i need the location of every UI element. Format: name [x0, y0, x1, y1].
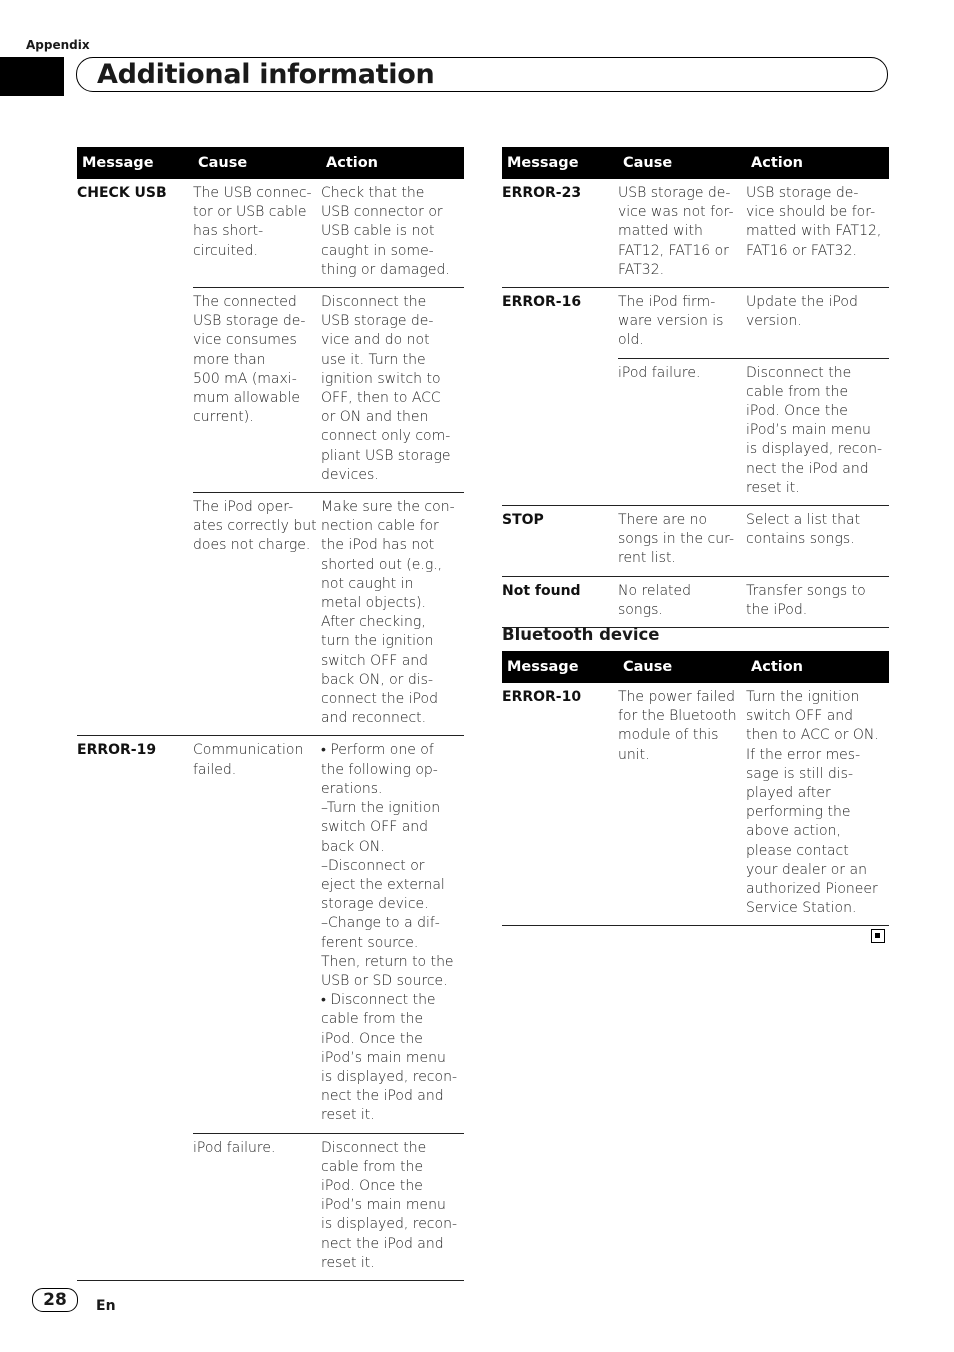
- table-row: [77, 1133, 464, 1280]
- table-row: [77, 493, 464, 736]
- right-message-table: [502, 147, 889, 628]
- table-row: [502, 576, 889, 627]
- table-header-row: [502, 651, 889, 683]
- bluetooth-message-table: [502, 651, 889, 926]
- left-message-table: [77, 147, 464, 1281]
- table-row: [502, 506, 889, 577]
- cause-cell: The USB connec- tor or USB cable has short- circuited.: [193, 185, 312, 259]
- header-cause: Cause: [193, 147, 321, 179]
- header-cause: Cause: [618, 651, 746, 683]
- action-cell: Select a list that contains songs.: [746, 506, 889, 577]
- header-cause: Cause: [618, 147, 746, 179]
- section-tab-marker: [0, 57, 64, 96]
- header-action: Action: [746, 651, 889, 683]
- cause-cell: The iPod oper- ates correctly but does not charge.: [193, 493, 321, 736]
- header-action: Action: [746, 147, 889, 179]
- cause-cell: USB storage de- vice was not for- matted with FAT12, FAT16 or FAT32.: [618, 185, 734, 278]
- message-cell: ERROR-16: [502, 288, 618, 359]
- message-cell: [77, 493, 193, 736]
- message-cell: [77, 288, 193, 493]
- action-cell: Update the iPod version.: [746, 288, 889, 359]
- table-row: [502, 179, 889, 288]
- cause-cell: The power failed for the Bluetooth module of this unit.: [618, 683, 746, 926]
- table-row: [502, 358, 889, 505]
- action-cell: USB storage de- vice should be for- matted with FAT12, FAT16 or FAT32.: [746, 185, 882, 259]
- header-message: Message: [502, 147, 618, 179]
- cause-cell: The iPod firm- ware version is old.: [618, 288, 746, 359]
- action-cell: Check that the USB connector or USB cable is not caught in some- thing or damaged.: [321, 185, 450, 278]
- action-cell: Disconnect the USB storage de- vice and do not use it. Turn the ignition switch to OFF, then to ACC or ON and then connect only com- pliant USB storage devices.: [321, 288, 464, 493]
- table-row: [502, 288, 889, 359]
- message-cell: CHECK USB: [77, 185, 167, 201]
- end-of-section-icon: [871, 929, 885, 943]
- bluetooth-section-title: Bluetooth device: [502, 625, 660, 644]
- page-number: 28: [32, 1288, 78, 1312]
- page-title: Additional information: [97, 59, 435, 90]
- action-cell: Disconnect the cable from the iPod. Once the iPod’s main menu is displayed, recon- nect the iPod and reset it.: [746, 358, 889, 505]
- cause-cell: There are no songs in the cur- rent list.: [618, 506, 746, 577]
- message-cell: ERROR-19: [77, 736, 193, 1133]
- cause-cell: The connected USB storage de- vice consumes more than 500 mA (maxi- mum allowable current).: [193, 288, 321, 493]
- cause-cell: No related songs.: [618, 576, 746, 627]
- message-cell: STOP: [502, 506, 618, 577]
- action-cell: Disconnect the cable from the iPod. Once the iPod’s main menu is displayed, recon- nect the iPod and reset it.: [321, 1133, 464, 1280]
- header-action: Action: [321, 147, 464, 179]
- action-cell: Transfer songs to the iPod.: [746, 576, 889, 627]
- header-message: Message: [77, 147, 193, 179]
- table-row: [502, 683, 889, 926]
- language-label: En: [96, 1298, 116, 1314]
- cause-cell: iPod failure.: [618, 358, 746, 505]
- message-cell: ERROR-10: [502, 683, 618, 926]
- appendix-label: Appendix: [26, 38, 90, 52]
- action-cell: Turn the ignition switch OFF and then to ACC or ON. If the error mes- sage is still dis- played after performing the above action, please contact your dealer or an authorized Pioneer Service Station.: [746, 683, 889, 926]
- table-row: [77, 736, 464, 1133]
- cause-cell: Communication failed.: [193, 736, 321, 1133]
- table-row: [77, 288, 464, 493]
- action-cell: Make sure the con- nection cable for the iPod has not shorted out (e.g., not caught in metal objects). After checking, turn the ignition switch OFF and back ON, or dis- connect the iPod and reconnect.: [321, 493, 464, 736]
- message-cell: [77, 1133, 193, 1280]
- cause-cell: iPod failure.: [193, 1133, 321, 1280]
- message-cell: ERROR-23: [502, 185, 582, 201]
- table-header-row: [502, 147, 889, 179]
- table-row: [77, 179, 464, 288]
- header-message: Message: [502, 651, 618, 683]
- message-cell: [502, 358, 618, 505]
- message-cell: Not found: [502, 576, 618, 627]
- table-header-row: [77, 147, 464, 179]
- title-box: [76, 57, 888, 92]
- action-cell: • Perform one of the following op- erations. –Turn the ignition switch OFF and back ON. –Disconnect or eject the external storage device. –Change to a dif- ferent source. Then, return to the USB or SD source. • Disconnect the cable from the iPod. Once the iPod’s main menu is displayed, recon- nect the iPod and reset it.: [321, 736, 464, 1133]
